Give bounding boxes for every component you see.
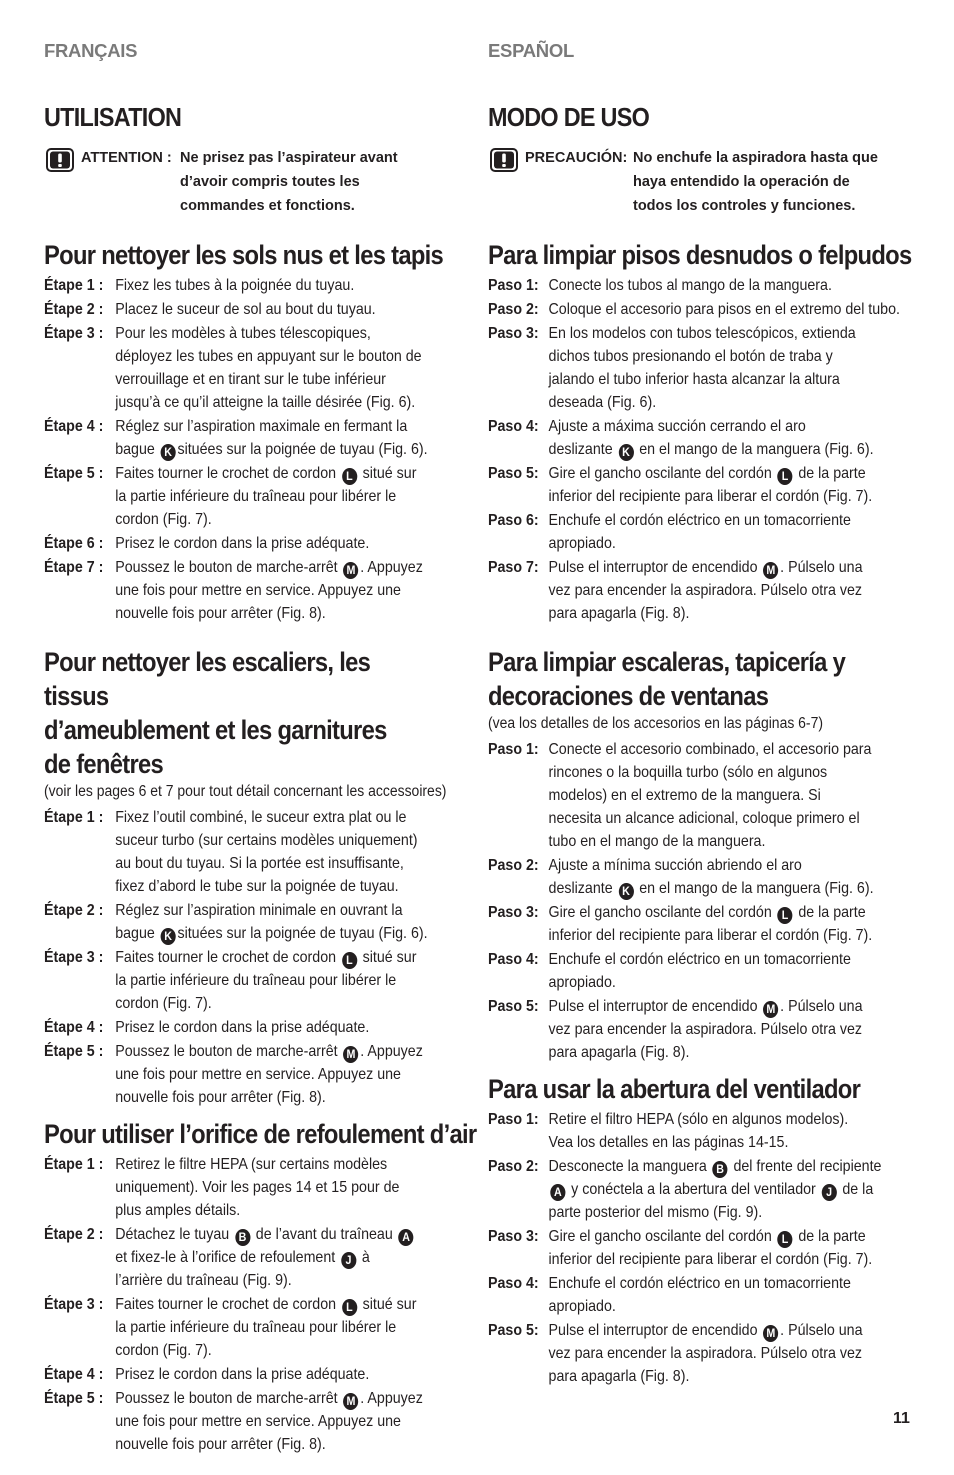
step-text-part: en el mango de la manguera (Fig. 6). <box>635 441 874 458</box>
step-item <box>488 1108 924 1154</box>
step-text <box>549 274 925 297</box>
step-text-part: En los modelos con tubos telescópicos, extienda dichos tubos presionando el botón de traba y jalando el tubo inferior hasta alcanzar la altura deseada (Fig. 6). <box>548 325 856 411</box>
step-label: Étape 3 : <box>44 1295 104 1313</box>
step-text-part: situé sur la partie inférieure du traîneau pour libérer le cordon (Fig. 7). <box>115 465 417 528</box>
step-item <box>44 532 480 555</box>
step-item <box>488 415 924 461</box>
step-item <box>488 995 924 1064</box>
step-text-part: Gire el gancho oscilante del cordón <box>548 1227 776 1245</box>
step-label: Étape 4 : <box>44 1018 104 1036</box>
step-label: Paso 6: <box>488 512 539 529</box>
part-letter-badge: M <box>763 1325 778 1342</box>
part-letter-badge: M <box>343 1393 358 1410</box>
step-item <box>44 1387 480 1456</box>
step-text-part: Prisez le cordon dans la prise adéquate. <box>115 535 370 552</box>
step-text <box>115 1223 480 1292</box>
step-text-part: Faites tourner le crochet de cordon <box>115 1295 340 1313</box>
step-label: Paso 3: <box>488 903 539 921</box>
part-letter-badge: L <box>777 1231 792 1248</box>
step-text <box>549 1319 925 1388</box>
step-text-part: de la parte inferior del recipiente para liberar el cordón (Fig. 7). <box>548 465 873 505</box>
step-item <box>44 462 480 531</box>
step-label: Étape 3 : <box>44 948 104 966</box>
step-text <box>115 899 480 945</box>
step-label: Paso 2: <box>488 301 539 318</box>
step-text-part: Conecte los tubos al mango de la manguera. <box>548 277 832 294</box>
step-text-part: Poussez le bouton de marche-arrêt <box>115 1042 342 1060</box>
step-text-part: de l’avant du traîneau <box>251 1225 397 1243</box>
step-label: Paso 5: <box>488 1321 539 1339</box>
part-letter-badge: B <box>235 1229 250 1246</box>
step-text-part: Ajuste a mínima succión abriendo el aro deslizante <box>548 856 802 897</box>
step-text-part: . Púlselo una vez para encender la aspiradora. Púlselo otra vez para apagarla (Fig. 8). <box>548 559 863 622</box>
step-text-part: Pulse el interruptor de encendido <box>548 559 762 576</box>
part-letter-badge: B <box>713 1161 728 1178</box>
step-text-part: Fixez l’outil combiné, le suceur extra plat ou le suceur turbo (sur certains modèles uniquement) au bout du tuyau. Si la portée est insuffisante, fixez d’abord le tube sur la poignée de tuyau. <box>115 808 418 895</box>
step-text-part: situé sur la partie inférieure du traîneau pour libérer le cordon (Fig. 7). <box>115 1295 417 1359</box>
step-text-part: . Appuyez une fois pour mettre en service. Appuyez une nouvelle fois pour arrêter (Fig. 8). <box>115 1042 423 1106</box>
warning-icon <box>490 148 518 172</box>
step-text-part: Poussez le bouton de marche-arrêt <box>115 559 342 576</box>
part-letter-badge: K <box>618 444 633 461</box>
step-text <box>549 462 925 508</box>
step-text-part: situées sur la poignée de tuyau (Fig. 6). <box>177 924 428 942</box>
step-text-part: . Púlselo una vez para encender la aspiradora. Púlselo otra vez para apagarla (Fig. 8). <box>548 997 863 1061</box>
step-item <box>44 1223 480 1292</box>
step-text-part: Faites tourner le crochet de cordon <box>115 465 340 482</box>
step-label: Paso 1: <box>488 277 539 294</box>
step-label: Paso 3: <box>488 325 539 342</box>
section-heading: Para limpiar pisos desnudos o felpudos <box>488 240 912 270</box>
step-text-part: Réglez sur l’aspiration maximale en fermant la bague <box>115 418 408 458</box>
step-label: Paso 4: <box>488 950 539 968</box>
step-text-part: Ajuste a máxima succión cerrando el aro deslizante <box>548 418 806 458</box>
step-item <box>44 899 480 945</box>
part-letter-badge: M <box>343 562 358 579</box>
step-text <box>549 509 925 555</box>
part-letter-badge: K <box>618 883 633 900</box>
step-text <box>549 415 925 461</box>
language-label: ESPAÑOL <box>488 40 574 61</box>
part-letter-badge: L <box>777 468 792 485</box>
step-text <box>115 1153 480 1222</box>
part-letter-badge: J <box>822 1184 837 1201</box>
section-heading: Para limpiar escaleras, tapicería y decoraciones de ventanas <box>488 647 846 711</box>
steps-list <box>44 1153 472 1456</box>
step-text-part: Coloque el accesorio para pisos en el extremo del tubo. <box>548 301 900 318</box>
steps-list <box>44 806 472 1109</box>
step-text-part: . Púlselo una vez para encender la aspiradora. Púlselo otra vez para apagarla (Fig. 8). <box>548 1321 863 1385</box>
step-text-part: Enchufe el cordón eléctrico en un tomacorriente apropiado. <box>548 512 851 552</box>
step-text-part: Pulse el interruptor de encendido <box>548 997 762 1015</box>
step-text-part: Pour les modèles à tubes télescopiques, déployez les tubes en appuyant sur le bouton de verrouillage et en tirant sur le tube inférieur jusqu’à ce qu’il atteigne la taille désirée (Fig. 6). <box>115 325 422 411</box>
step-item <box>488 1319 924 1388</box>
section-note: (vea los detalles de los accesorios en las páginas 6-7) <box>488 715 823 732</box>
attention-label: PRECAUCIÓN: <box>525 150 628 166</box>
step-label: Étape 1 : <box>44 1155 104 1173</box>
step-text-part: Poussez le bouton de marche-arrêt <box>115 1389 342 1407</box>
page-title: MODO DE USO <box>488 102 650 132</box>
step-text-part: en el mango de la manguera (Fig. 6). <box>635 879 874 897</box>
step-label: Étape 4 : <box>44 1365 104 1383</box>
step-text <box>549 854 925 900</box>
step-text-part: Réglez sur l’aspiration minimale en ouvrant la bague <box>115 901 403 942</box>
step-text <box>115 532 480 555</box>
part-letter-badge: L <box>342 468 357 485</box>
part-letter-badge: K <box>161 444 176 461</box>
section-heading: Pour nettoyer les sols nus et les tapis <box>44 240 444 270</box>
attention-text: Ne prisez pas l’aspirateur avant d’avoir compris toutes les commandes et fonctions. <box>180 150 398 214</box>
step-text-part: à l’arrière du traîneau (Fig. 9). <box>115 1248 370 1289</box>
step-text <box>549 738 925 853</box>
step-text <box>115 1293 480 1362</box>
step-text <box>115 298 480 321</box>
part-letter-badge: K <box>161 928 176 945</box>
part-letter-badge: M <box>763 562 778 579</box>
step-item <box>488 1225 924 1271</box>
steps-list <box>488 738 920 1064</box>
step-text <box>115 1387 480 1456</box>
part-letter-badge: J <box>341 1252 356 1269</box>
step-item <box>44 322 480 414</box>
section-note: (voir les pages 6 et 7 pour tout détail concernant les accessoires) <box>44 783 447 800</box>
part-letter-badge: L <box>342 1299 357 1316</box>
step-item <box>44 1153 480 1222</box>
step-item <box>488 298 924 321</box>
page-number: 11 <box>893 1410 910 1427</box>
step-item <box>44 415 480 461</box>
page-title: UTILISATION <box>44 102 182 132</box>
step-text <box>549 1272 925 1318</box>
step-label: Étape 1 : <box>44 808 104 826</box>
step-label: Étape 2 : <box>44 901 104 919</box>
step-item <box>488 948 924 994</box>
step-text-part: Enchufe el cordón eléctrico en un tomacorriente apropiado. <box>548 1274 851 1315</box>
section-heading: Pour nettoyer les escaliers, les tissus d’ameublement et les garnitures de fenêtres <box>44 647 387 779</box>
step-item <box>488 854 924 900</box>
part-letter-badge: A <box>398 1229 413 1246</box>
section-heading: Pour utiliser l’orifice de refoulement d’air <box>44 1118 477 1149</box>
step-text <box>115 1016 480 1039</box>
step-text <box>115 415 480 461</box>
step-label: Paso 2: <box>488 856 539 874</box>
step-text-part: Retire el filtro HEPA (sólo en algunos modelos). Vea los detalles en las páginas 14-15. <box>548 1110 849 1151</box>
step-label: Étape 5 : <box>44 1389 104 1407</box>
step-item <box>44 556 480 625</box>
step-text <box>549 1225 925 1271</box>
spanish-column <box>488 38 920 1389</box>
step-label: Étape 2 : <box>44 301 104 318</box>
step-label: Paso 1: <box>488 740 539 758</box>
step-text <box>549 1108 925 1154</box>
step-text-part: Gire el gancho oscilante del cordón <box>548 903 776 921</box>
step-label: Paso 2: <box>488 1157 539 1175</box>
step-text <box>115 806 480 898</box>
step-text <box>115 1040 480 1109</box>
part-letter-badge: M <box>763 1001 778 1018</box>
attention-text: No enchufe la aspiradora hasta que haya entendido la operación de todos los controles y funciones. <box>633 150 878 214</box>
step-label: Étape 5 : <box>44 465 104 482</box>
step-item <box>488 509 924 555</box>
step-text <box>549 901 925 947</box>
part-letter-badge: L <box>777 907 792 924</box>
step-item <box>488 901 924 947</box>
step-item <box>44 1040 480 1109</box>
step-text-part: situées sur la poignée de tuyau (Fig. 6). <box>177 441 428 458</box>
attention-note <box>44 146 472 218</box>
step-text <box>115 556 480 625</box>
step-text <box>549 995 925 1064</box>
step-text-part: del frente del recipiente <box>733 1157 882 1175</box>
step-text-part: Prisez le cordon dans la prise adéquate. <box>115 1018 370 1036</box>
language-label: FRANÇAIS <box>44 40 138 61</box>
step-text <box>549 322 925 414</box>
step-label: Étape 6 : <box>44 535 104 552</box>
section-heading: Para usar la abertura del ventilador <box>488 1073 861 1104</box>
step-label: Paso 3: <box>488 1227 539 1245</box>
step-text-part: de la parte inferior del recipiente para liberar el cordón (Fig. 7). <box>548 903 873 944</box>
step-item <box>44 1293 480 1362</box>
step-label: Paso 5: <box>488 465 539 482</box>
step-item <box>488 1272 924 1318</box>
steps-list <box>488 1108 920 1388</box>
step-text-part: de la parte posterior del mismo (Fig. 9). <box>548 1180 874 1221</box>
step-item <box>488 462 924 508</box>
step-text-part: Fixez les tubes à la poignée du tuyau. <box>115 277 355 294</box>
step-text-part: Détachez le tuyau <box>115 1225 234 1243</box>
step-text-part: Retirez le filtre HEPA (sur certains modèles uniquement). Voir les pages 14 et 15 pour de plus amples détails. <box>115 1155 400 1219</box>
part-letter-badge: A <box>550 1184 565 1201</box>
step-label: Étape 4 : <box>44 418 104 435</box>
part-letter-badge: L <box>342 952 357 969</box>
step-label: Paso 4: <box>488 1274 539 1292</box>
step-text-part: et fixez-le à l’orifice de refoulement <box>115 1248 336 1266</box>
warning-icon <box>46 148 74 172</box>
step-text-part: Faites tourner le crochet de cordon <box>115 948 340 966</box>
step-text-part: . Appuyez une fois pour mettre en service. Appuyez une nouvelle fois pour arrêter (Fig. 8). <box>115 559 423 622</box>
step-text-part: Placez le suceur de sol au bout du tuyau. <box>115 301 376 318</box>
step-text <box>115 274 480 297</box>
step-text <box>549 298 925 321</box>
step-item <box>488 556 924 625</box>
step-text <box>115 462 480 531</box>
step-text-part: Prisez le cordon dans la prise adéquate. <box>115 1365 370 1383</box>
step-text-part: situé sur la partie inférieure du traîneau pour libérer le cordon (Fig. 7). <box>115 948 417 1012</box>
step-label: Étape 2 : <box>44 1225 104 1243</box>
step-item <box>488 274 924 297</box>
step-item <box>44 946 480 1015</box>
step-text <box>115 1363 480 1386</box>
step-text-part: Conecte el accesorio combinado, el accesorio para rincones o la boquilla turbo (sólo en algunos modelos) en el extremo de la manguera. Si necesita un alcance adicional, coloque primero el tubo en el mango de la manguera. <box>548 740 872 850</box>
step-text-part: Gire el gancho oscilante del cordón <box>548 465 776 482</box>
step-item <box>488 1155 924 1224</box>
step-label: Étape 7 : <box>44 559 104 576</box>
step-label: Étape 5 : <box>44 1042 104 1060</box>
step-text-part: de la parte inferior del recipiente para liberar el cordón (Fig. 7). <box>548 1227 873 1268</box>
step-label: Étape 3 : <box>44 325 104 342</box>
step-text-part: y conéctela a la abertura del ventilador <box>567 1180 820 1198</box>
french-column <box>44 38 477 1457</box>
step-text <box>115 322 480 414</box>
step-label: Paso 5: <box>488 997 539 1015</box>
step-text-part: Desconecte la manguera <box>548 1157 711 1175</box>
step-text-part: Pulse el interruptor de encendido <box>548 1321 762 1339</box>
step-item <box>44 806 480 898</box>
step-text <box>549 556 925 625</box>
part-letter-badge: M <box>343 1046 358 1063</box>
step-item <box>44 298 480 321</box>
step-item <box>488 322 924 414</box>
steps-list <box>44 274 472 625</box>
step-item <box>44 274 480 297</box>
step-text-part: . Appuyez une fois pour mettre en service. Appuyez une nouvelle fois pour arrêter (Fig. 8). <box>115 1389 423 1453</box>
attention-label: ATTENTION : <box>81 150 172 166</box>
step-label: Paso 4: <box>488 418 539 435</box>
step-item <box>488 738 924 853</box>
step-text <box>549 1155 925 1224</box>
step-item <box>44 1363 480 1386</box>
step-label: Étape 1 : <box>44 277 104 294</box>
steps-list <box>488 274 920 625</box>
step-item <box>44 1016 480 1039</box>
step-text <box>115 946 480 1015</box>
step-text-part: Enchufe el cordón eléctrico en un tomacorriente apropiado. <box>548 950 851 991</box>
step-label: Paso 1: <box>488 1110 539 1128</box>
step-label: Paso 7: <box>488 559 539 576</box>
attention-note <box>488 146 920 218</box>
step-text <box>549 948 925 994</box>
